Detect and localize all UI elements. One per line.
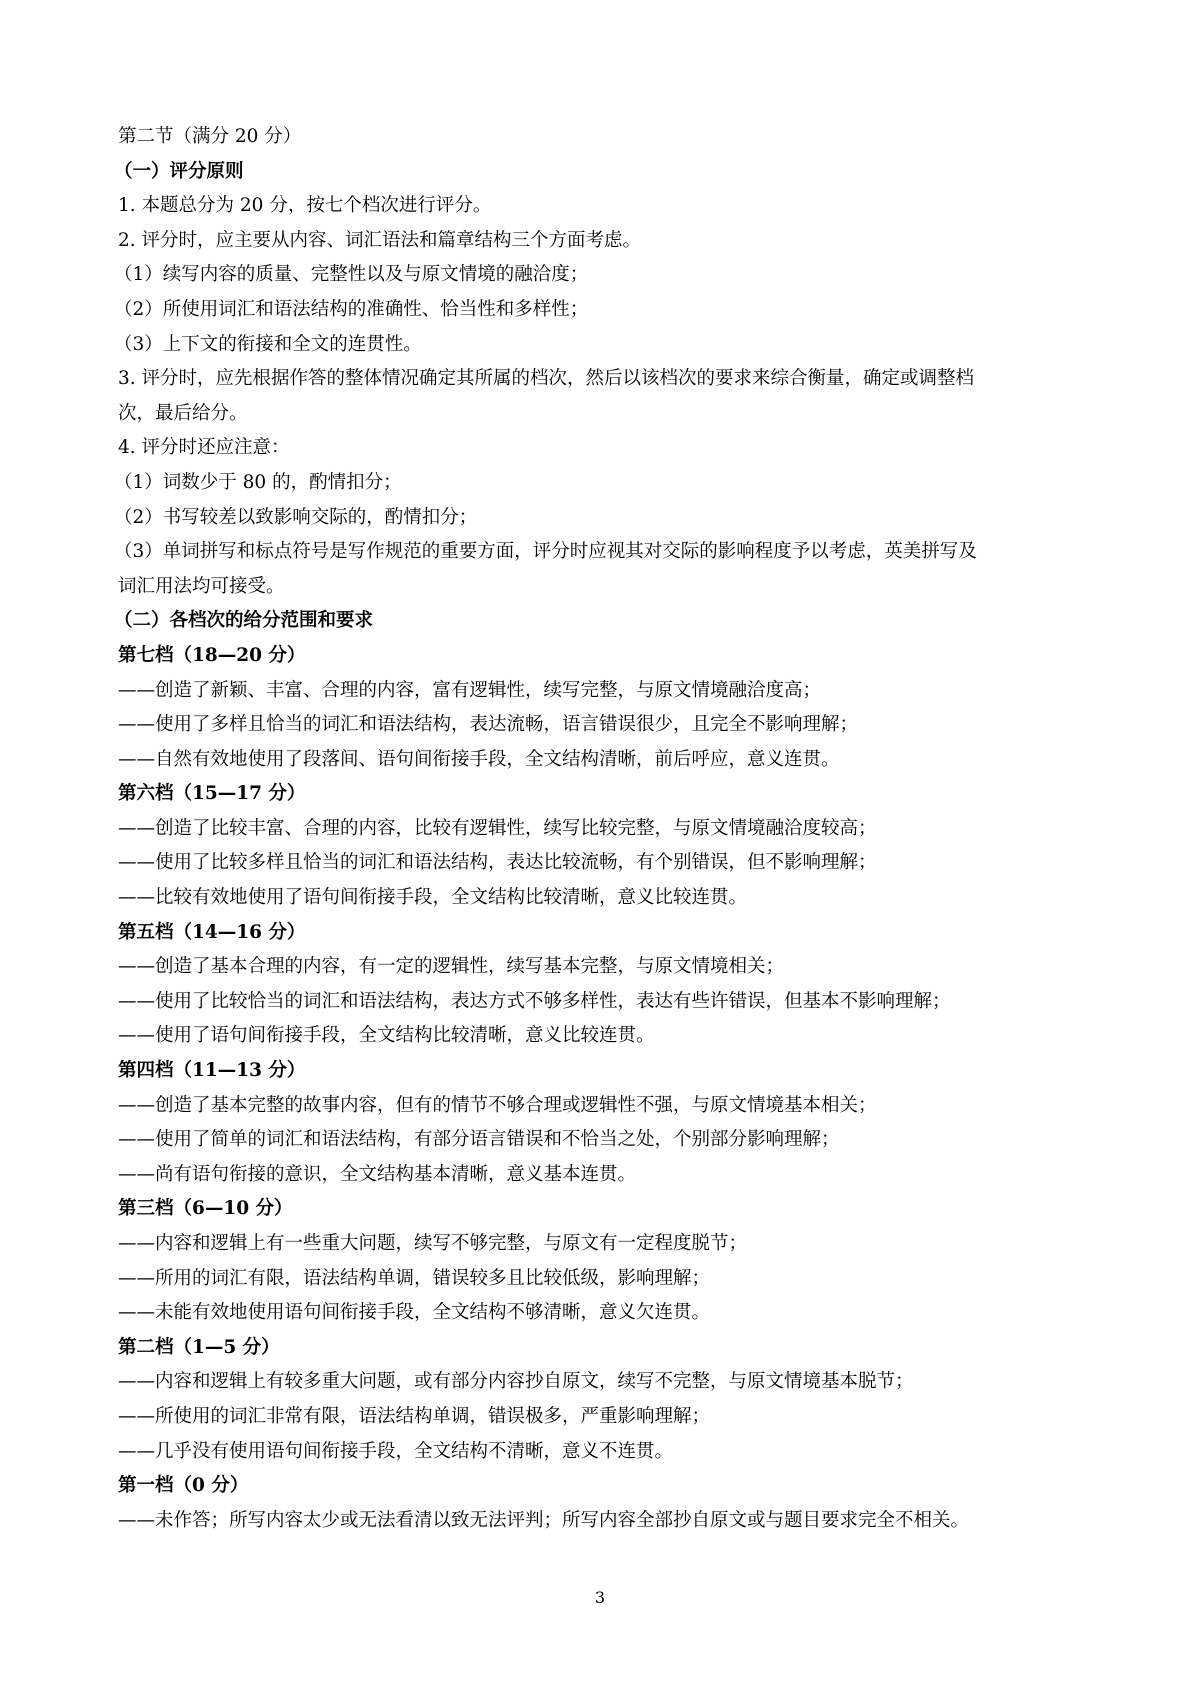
principle-2-1: （1）续写内容的质量、完整性以及与原文情境的融洽度；: [114, 264, 589, 286]
band-criterion: ——所用的词汇有限，语法结构单调，错误较多且比较低级，影响理解；: [118, 1267, 711, 1289]
principle-2: 2. 评分时，应主要从内容、词汇语法和篇章结构三个方面考虑。: [118, 229, 642, 251]
principle-2-2: （2）所使用词汇和语法结构的准确性、恰当性和多样性；: [114, 298, 589, 320]
band-title: 第五档（14—16 分）: [118, 921, 306, 943]
band-criterion: ——未作答；所写内容太少或无法看清以致无法评判；所写内容全部抄自原文或与题目要求完全不相关。: [118, 1509, 970, 1531]
band-criterion: ——未能有效地使用语句间衔接手段，全文结构不够清晰，意义欠连贯。: [118, 1302, 711, 1324]
band-criterion: ——创造了基本合理的内容，有一定的逻辑性，续写基本完整，与原文情境相关；: [118, 956, 785, 978]
band-title: 第一档（0 分）: [118, 1475, 249, 1497]
principle-3-line-1: 3. 评分时，应先根据作答的整体情况确定其所属的档次，然后以该档次的要求来综合衡量，确定或调整档: [118, 368, 975, 390]
band-4: [118, 1054, 1108, 1192]
band-criterion: ——创造了比较丰富、合理的内容，比较有逻辑性，续写比较完整，与原文情境融洽度较高；: [118, 817, 877, 839]
band-criterion: ——创造了基本完整的故事内容，但有的情节不够合理或逻辑性不强，与原文情境基本相关；: [118, 1094, 877, 1116]
document-body: [114, 120, 1108, 1538]
band-title: 第二档（1—5 分）: [118, 1336, 280, 1358]
band-criterion: ——使用了多样且恰当的词汇和语法结构，表达流畅，语言错误很少，且完全不影响理解；: [118, 714, 859, 736]
principles-heading: （一）评分原则: [114, 160, 244, 182]
band-criterion: ——使用了简单的词汇和语法结构，有部分语言错误和不恰当之处，个别部分影响理解；: [118, 1129, 840, 1151]
band-title: 第三档（6—10 分）: [118, 1198, 293, 1220]
band-criterion: ——使用了比较恰当的词汇和语法结构，表达方式不够多样性，表达有些许错误，但基本不影响理解；: [118, 990, 951, 1012]
page-number: 3: [594, 1588, 606, 1607]
band-criterion: ——尚有语句衔接的意识，全文结构基本清晰，意义基本连贯。: [118, 1163, 637, 1185]
band-title: 第六档（15—17 分）: [118, 783, 306, 805]
band-5: [118, 916, 1108, 1054]
band-criterion: ——使用了语句间衔接手段，全文结构比较清晰，意义比较连贯。: [118, 1025, 655, 1047]
principle-4-3-line-2: 词汇用法均可接受。: [118, 575, 285, 597]
band-title: 第四档（11—13 分）: [118, 1060, 306, 1082]
band-criterion: ——自然有效地使用了段落间、语句间衔接手段，全文结构清晰，前后呼应，意义连贯。: [118, 748, 840, 770]
band-criterion: ——使用了比较多样且恰当的词汇和语法结构，表达比较流畅，有个别错误，但不影响理解；: [118, 852, 877, 874]
principle-4-2: （2）书写较差以致影响交际的，酌情扣分；: [114, 506, 478, 528]
principle-2-3: （3）上下文的衔接和全文的连贯性。: [114, 333, 422, 355]
principle-4-1: （1）词数少于 80 的，酌情扣分；: [114, 471, 402, 493]
band-title: 第七档（18—20 分）: [118, 644, 306, 666]
principle-3-line-2: 次，最后给分。: [118, 402, 248, 424]
band-criterion: ——比较有效地使用了语句间衔接手段，全文结构比较清晰，意义比较连贯。: [118, 887, 748, 909]
band-1: [118, 1469, 1108, 1538]
band-3: [118, 1192, 1108, 1330]
bands-heading: （二）各档次的给分范围和要求: [114, 610, 374, 632]
band-criterion: ——内容和逻辑上有较多重大问题，或有部分内容抄自原文，续写不完整，与原文情境基本脱节；: [118, 1371, 914, 1393]
band-criterion: ——创造了新颖、丰富、合理的内容，富有逻辑性，续写完整，与原文情境融洽度高；: [118, 679, 822, 701]
band-criterion: ——所使用的词汇非常有限，语法结构单调，错误极多，严重影响理解；: [118, 1405, 711, 1427]
principle-4-3-line-1: （3）单词拼写和标点符号是写作规范的重要方面，评分时应视其对交际的影响程度予以考虑，英美拼写及: [114, 541, 977, 563]
principle-1: 1. 本题总分为 20 分，按七个档次进行评分。: [118, 195, 492, 217]
band-6: [118, 777, 1108, 915]
band-criterion: ——内容和逻辑上有一些重大问题，续写不够完整，与原文有一定程度脱节；: [118, 1233, 748, 1254]
band-criterion: ——几乎没有使用语句间衔接手段，全文结构不清晰，意义不连贯。: [118, 1440, 674, 1462]
band-2: [118, 1331, 1108, 1469]
band-7: [118, 639, 1108, 777]
section-title: 第二节（满分 20 分）: [118, 126, 302, 147]
principle-4: 4. 评分时还应注意：: [118, 437, 290, 459]
